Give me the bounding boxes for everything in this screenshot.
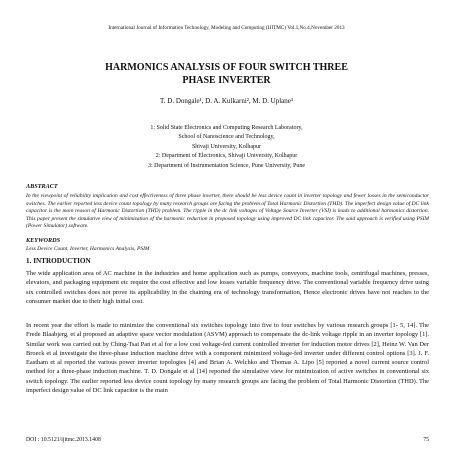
paper-title	[0, 61, 453, 87]
title-line-1: HARMONICS ANALYSIS OF FOUR SWITCH THREE	[105, 62, 348, 73]
intro-paragraph-1: The wide application area of AC machine in the industries and home application such as pumps, conveyors, machine tools, centrifugal machines, presses, elevators, and packaging equipment etc require the cost effective and low losses variable frequency drive. The conventional variable frequency drive using six controlled switches does not prove its applicability in the chaining era of technology transformation, Hence electronic drives have not reaches to the consumer market due to their high initial cost.	[26, 270, 429, 305]
affiliation-line: Shivaji University, Kolhapur	[191, 143, 262, 150]
affiliations	[0, 124, 453, 171]
journal-header: International Journal of Information Technology, Modeling and Computing (IJITMC) Vol.1,No.4,November 2013	[108, 25, 345, 31]
author-list: T. D. Dongale¹, D. A. Kulkarni², M. D. Uplane³	[160, 97, 293, 105]
abstract-heading: ABSTRACT	[26, 183, 58, 190]
doi-text: DOI : 10.5121/ijitmc.2013.1408	[26, 437, 101, 443]
affiliation-line: School of Nanoscience and Technology,	[178, 134, 275, 141]
page-number: 75	[423, 437, 429, 443]
affiliation-line: 3: Department of Instrumentation Science, Pune University, Pune	[147, 162, 306, 169]
title-line-2: PHASE INVERTER	[182, 75, 271, 86]
affiliation-line: 1: Solid State Electronics and Computing Research Laboratory,	[150, 125, 303, 131]
affiliation-line: 2: Department of Electronics, Shivaji University, Kolhapur	[155, 153, 298, 160]
keywords-heading: KEYWORDS	[26, 237, 61, 244]
section-heading-introduction: 1. INTRODUCTION	[26, 257, 91, 265]
abstract-text: In the viewpoint of reliability implication and cost effectiveness of three phase inverter, there should be less device count in inverter topology and fewer losses in the semiconductor switches. The earlier reported less device count topology by many research groups are facing the problem of Total Harmonic Distortion (THD). The imperfect design value of DC link capacitor is the main reason of Harmonic Distortion (THD) problem. The ripple in the dc link voltages of Voltage Source Inverter (VSI) is leads to additional harmonics distortion. This paper present the simulative view of minimization of the harmonic reduction in proposed topology using improved DC link capacitor. The said approach is verified using PSIM (Power Simulator) software.	[26, 193, 429, 230]
page-footer	[26, 437, 429, 443]
keywords-text: Less Device Count, Inverter, Harmonics Analysis, PSIM	[26, 246, 150, 252]
intro-paragraph-2: In recent year the effort is made to minimize the conventional six switches topology into five to four switches by various research groups [1- 5, 14]. The Frede Blaabjerg, et al proposed an adaptive space vector modulation (ASVM) approach to compensate the dc-link voltage ripple in an inverter topology [1]. Similar work was carried out by Ching-Tsai Pan et al for a low cost voltage-fed current controlled inverter for induction motor drives [2], Heinz W. Van Der Broeck et al investigate the three-phase induction machine drive with a component minimized voltage-fed inverter under different control options [3]. J. F. Eastham et al reported the various power inverter topologies [4] and Brian A. Welchko and Thomas A. Lipo [5] reported a novel current source control method for a three-phase induction machine. T. D. Dongale et al [14] reported the simulative view for minimization of active switches in conventional six switch topology. The earlier reported less device count topology by many research groups are facing the problem of Total Harmonic Distortion (THD). The imperfect design value of DC link capacitor is the main	[26, 322, 429, 395]
